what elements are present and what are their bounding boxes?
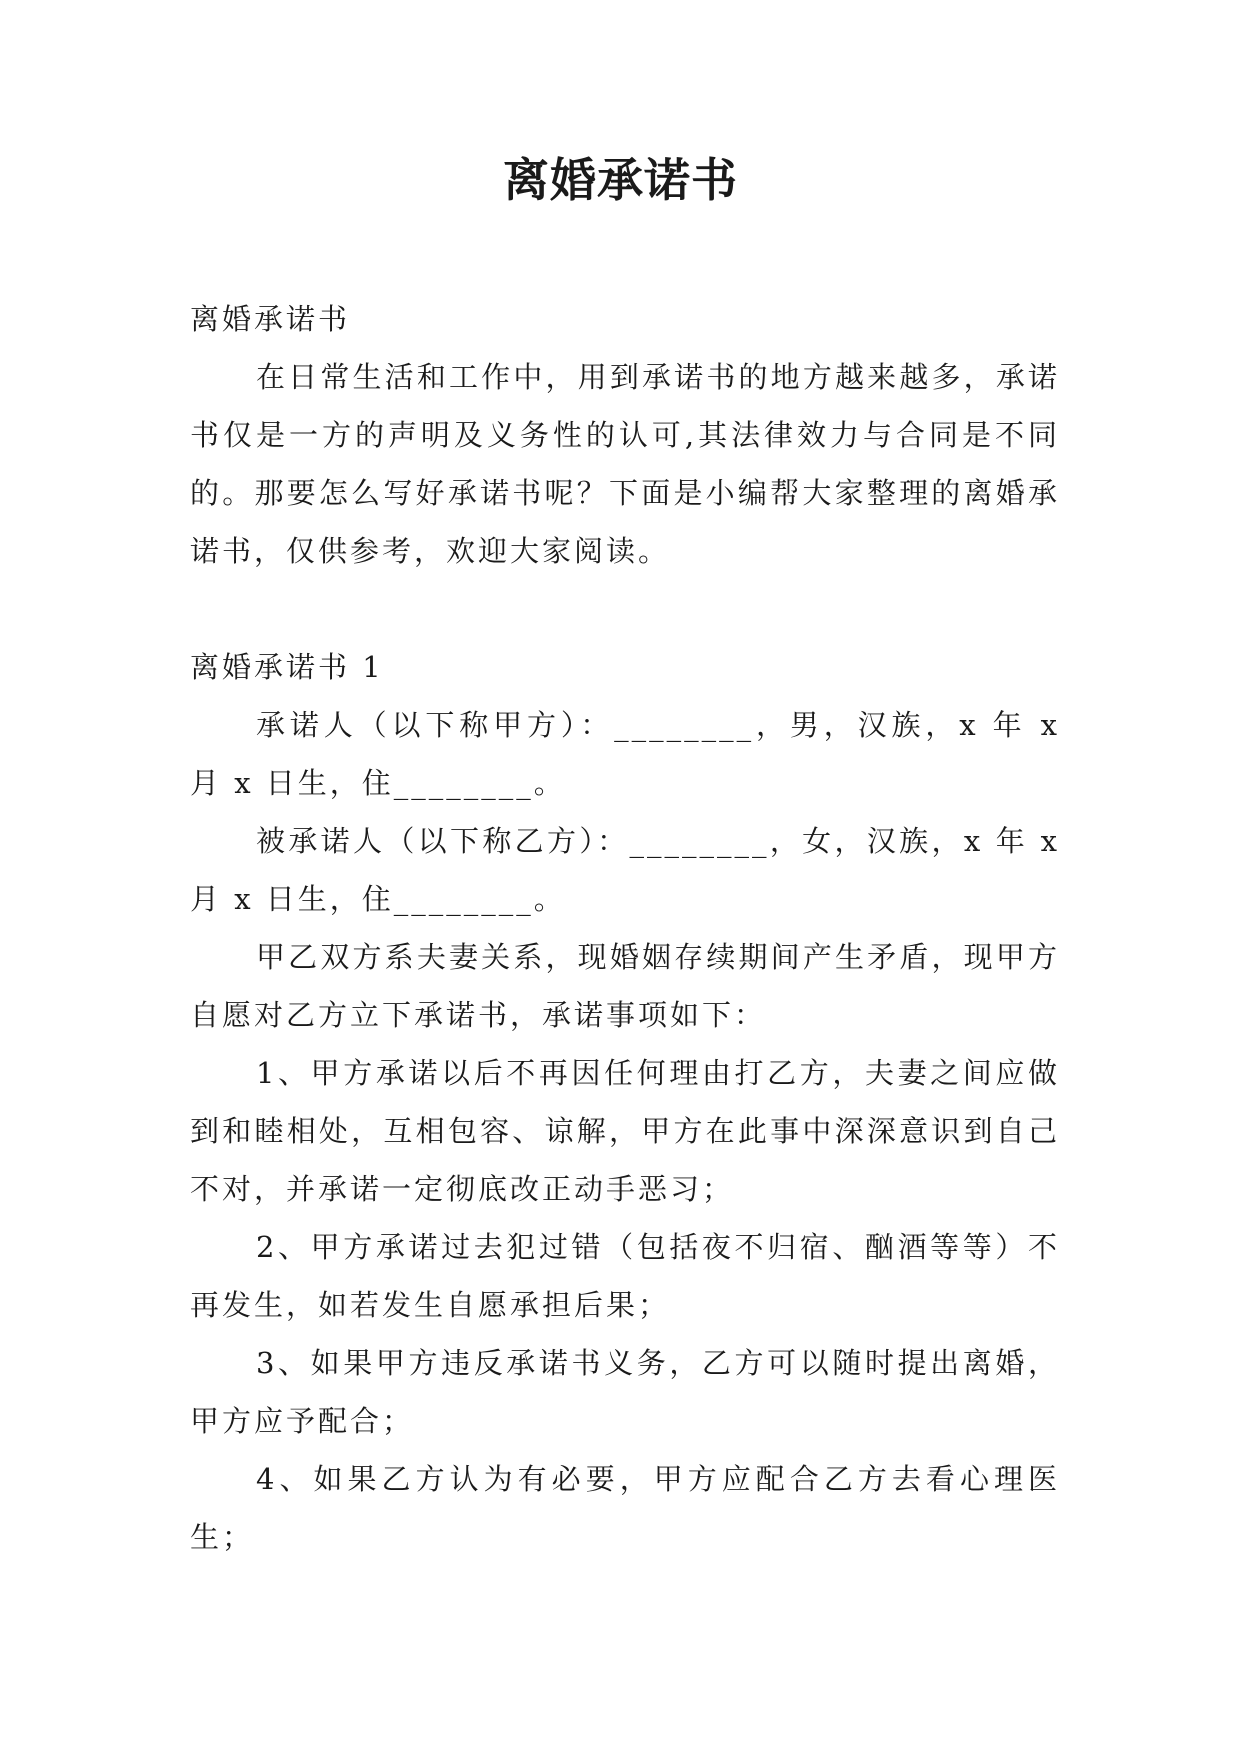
relationship-paragraph: 甲乙双方系夫妻关系，现婚姻存续期间产生矛盾，现甲方自愿对乙方立下承诺书，承诺事项如下： (190, 940, 1060, 1032)
commitment-item-4: 4、如果乙方认为有必要，甲方应配合乙方去看心理医生； (190, 1462, 1060, 1554)
promisor-paragraph: 承诺人（以下称甲方）：________，男，汉族，x 年 x 月 x 日生，住________。 (190, 708, 1060, 800)
intro-paragraph: 在日常生活和工作中，用到承诺书的地方越来越多，承诺书仅是一方的声明及义务性的认可,其法律效力与合同是不同的。那要怎么写好承诺书呢？下面是小编帮大家整理的离婚承诺书，仅供参考，欢迎大家阅读。 (190, 360, 1060, 568)
section-heading: 离婚承诺书 1 (190, 650, 384, 684)
commitment-item-3: 3、如果甲方违反承诺书义务，乙方可以随时提出离婚，甲方应予配合； (190, 1346, 1060, 1438)
document-body (190, 290, 1060, 1566)
commitment-item-1: 1、甲方承诺以后不再因任何理由打乙方，夫妻之间应做到和睦相处，互相包容、谅解，甲方在此事中深深意识到自己不对，并承诺一定彻底改正动手恶习； (190, 1056, 1060, 1206)
commitment-item-2: 2、甲方承诺过去犯过错（包括夜不归宿、酗酒等等）不再发生，如若发生自愿承担后果； (190, 1230, 1060, 1322)
document-title: 离婚承诺书 (503, 153, 738, 207)
document-subtitle: 离婚承诺书 (190, 302, 351, 336)
promisee-paragraph: 被承诺人（以下称乙方）：________，女，汉族，x 年 x 月 x 日生，住________。 (190, 824, 1060, 916)
